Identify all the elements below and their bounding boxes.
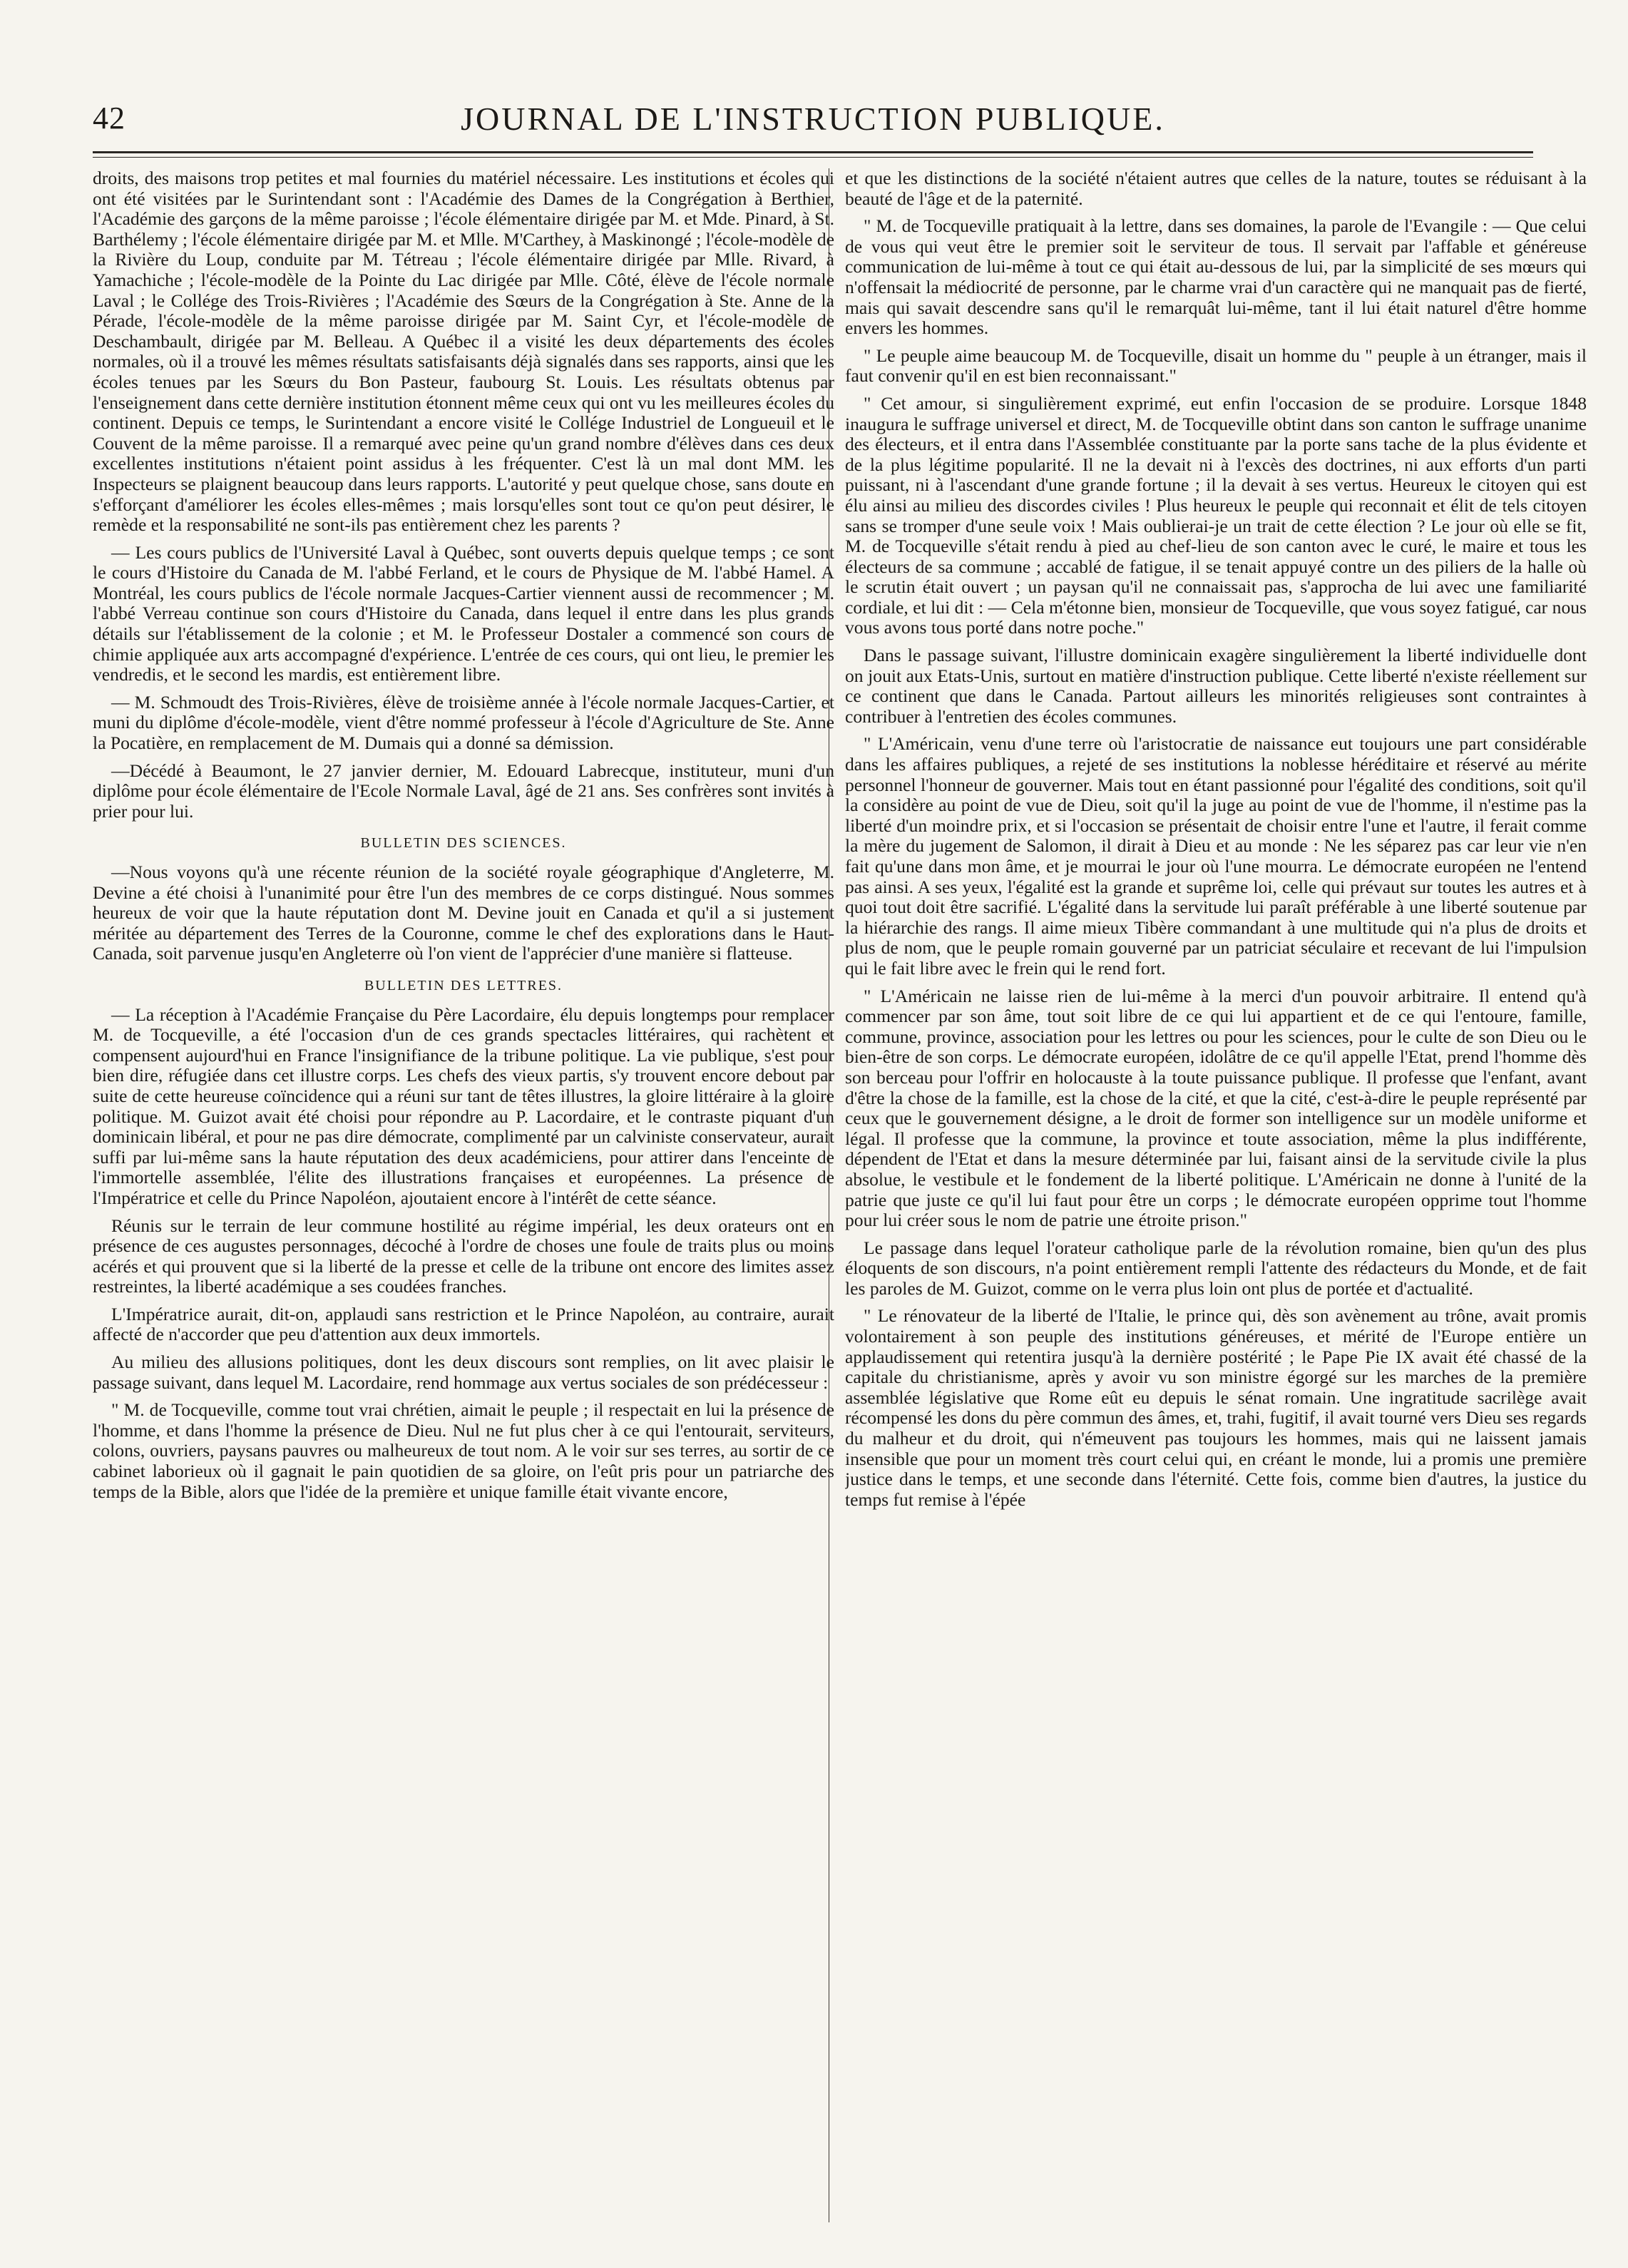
page-header [93,100,1533,150]
running-title: JOURNAL DE L'INSTRUCTION PUBLIQUE. [461,101,1165,137]
section-heading-sciences: BULLETIN DES SCIENCES. [360,835,567,852]
paragraph: droits, des maisons trop petites et mal fournies du matériel nécessaire. Les institutions et écoles qui ont été visitées par le Surintendant sont : l'Académie des Dames de la Congrégation à Berthier, l'Académie des garçons de la même paroisse ; l'école élémentaire dirigée par M. et Mde. Pinard, à St. Barthélemy ; l'école élémentaire dirigée par M. et Mlle. M'Carthey, à Maskinongé ; l'école-modèle de la Rivière du Loup, conduite par M. Tétreau ; l'école élémentaire dirigée par Mlle. Rivard, à Yamachiche ; l'école-modèle de la Pointe du Lac dirigée par Mlle. Côté, élève de l'école normale Laval ; le Collége des Trois-Rivières ; l'Académie des Sœurs de la Congrégation à Ste. Anne de la Pérade, l'école-modèle de la même paroisse dirigée par M. Saint Cyr, et l'école-modèle de Deschambault, dirigée par M. Belleau. A Québec il a visité les deux départements des écoles normales, où il a trouvé les mêmes résultats satisfaisants déjà signalés dans ses rapports, ainsi que les écoles tenues par les Sœurs du Bon Pasteur, faubourg St. Louis. Les résultats obtenus par l'enseignement dans cette dernière institution étonnent même ceux qui ont vu les meilleures écoles du continent. Depuis ce temps, le Surintendant a encore visité le Collége Industriel de Longueuil et le Couvent de la même paroisse. Il a remarqué avec peine qu'un grand nombre d'élèves dans ces deux excellentes institutions n'étaient point assidus à les fréquenter. C'est là un mal dont MM. les Inspecteurs se plaignent beaucoup dans leurs rapports. L'autorité y peut quelque chose, sans doute en s'efforçant d'améliorer les écoles elles-mêmes ; mais lorsqu'elles sont tout ce qu'on peut désirer, le remède et la responsabilité ne sont-ils pas entièrement chez les parents ? [93,168,834,536]
paragraph: — La réception à l'Académie Française du Père Lacordaire, élu depuis longtemps pour remplacer M. de Tocqueville, a été l'occasion d'un de ces grands spectacles littéraires, qui rachètent et compensent aujourd'hui en France l'insignifiance de la tribune politique. La vie publique, s'est pour bien dire, réfugiée dans cet illustre corps. Les chefs des vieux partis, s'y trouvent encore debout par suite de cette heureuse coïncidence qui a réuni sur tant de têtes illustres, la gloire littéraire à la gloire politique. M. Guizot avait été choisi pour répondre au P. Lacordaire, et le contraste piquant d'un dominicain libéral, et pour ne pas dire démocrate, complimenté par un calviniste conservateur, aurait suffi par lui-même sans la haute réputation des deux académiciens, pour attirer dans l'enceinte de l'immortelle assemblée, l'élite des illustrations françaises et européennes. La présence de l'Impératrice et celle du Prince Napoléon, ajoutaient encore à l'intérêt de cette séance. [93,1003,834,1208]
section-heading-lettres: BULLETIN DES LETTRES. [364,977,563,993]
right-column [845,168,1587,2222]
quotation: " M. de Tocqueville, comme tout vrai chrétien, aimait le peuple ; il respectait en lui la présence de l'homme, et dans l'homme la présence de Dieu. Nul ne fut plus cher à ce qui l'entourait, serviteurs, colons, ouvriers, paysans pauvres ou malheureux de tout nom. A le voir sur ses terres, au sortir de ce cabinet laborieux où il gagnait le pain quotidien de sa gloire, on l'eût pris pour un patriarche des temps de la Bible, alors que l'idée de la première et unique famille était vivante encore, [93,1399,834,1502]
paragraph: Réunis sur le terrain de leur commune hostilité au régime impérial, les deux orateurs ont en présence de ces augustes personnages, décoché à l'ordre de choses une foule de traits plus ou moins acérés et qui prouvent que si la liberté de la presse et celle de la tribune ont encore des limites assez restreintes, la liberté académique a ses coudées franches. [93,1215,834,1297]
quotation: " Le peuple aime beaucoup M. de Tocqueville, disait un homme du " peuple à un étranger, mais il faut convenir qu'il en est bien reconnaissant." [845,344,1587,387]
header-rule [93,151,1533,153]
header-rule-thin [93,157,1533,158]
paragraph: — Les cours publics de l'Université Laval à Québec, sont ouverts depuis quelque temps ; ce sont le cours d'Histoire du Canada de M. l'abbé Ferland, et le cours de Physique de M. l'abbé Hamel. A Montréal, les cours publics de l'école normale Jacques-Cartier viennent aussi de recommencer ; M. l'abbé Verreau continue son cours d'Histoire du Canada, dans lequel il entre dans les plus grands détails sur l'établissement de la colonie ; et M. le Professeur Dostaler a commencé son cours de chimie appliquée aux arts accompagné d'expérience. L'entrée de ces cours, qui ont lieu, le premier les vendredis, et le second les mardis, est entièrement libre. [93,541,834,685]
paragraph: — M. Schmoudt des Trois-Rivières, élève de troisième année à l'école normale Jacques-Cartier, et muni du diplôme d'école-modèle, vient d'être nommé professeur à l'école d'Agriculture de Ste. Anne la Pocatière, en remplacement de M. Dumais qui a donné sa démission. [93,691,834,754]
quotation: " M. de Tocqueville pratiquait à la lettre, dans ses domaines, la parole de l'Evangile : — Que celui de vous qui veut être le premier soit le serviteur de tous. Il servait par l'affable et généreuse communication de lui-même à tout ce qui était au-dessous de lui, par la simplicité de ses mœurs qui n'offensait la médiocrité de personne, par le charme vrai d'un caractère qui ne manquait pas de fierté, mais qui savait descendre sans qu'il le remarquât lui-même, tant il lui était naturel d'être homme envers les hommes. [845,215,1587,339]
left-column [93,168,834,2222]
paragraph: et que les distinctions de la société n'étaient autres que celles de la nature, toutes se réduisant à la beauté de l'âge et de la paternité. [845,168,1587,209]
paragraph: Au milieu des allusions politiques, dont les deux discours sont remplies, on lit avec plaisir le passage suivant, dans lequel M. Lacordaire, rend hommage aux vertus sociales de son prédécesseur : [93,1352,834,1393]
paragraph: L'Impératrice aurait, dit-on, applaudi sans restriction et le Prince Napoléon, au contraire, aurait affecté de n'accorder que peu d'attention aux deux immortels. [93,1303,834,1345]
quotation: " L'Américain ne laisse rien de lui-même à la merci d'un pouvoir arbitraire. Il entend qu'à commencer par son âme, tout soit libre de ce qui lui appartient et de ce qui l'entoure, famille, commune, province, association pour les lettres ou pour les sciences, pour le culte de son Dieu ou le bien-être de son corps. Le démocrate européen, idolâtre de ce qu'il appelle l'Etat, prend l'homme dès son berceau pour l'offrir en holocauste à la toute puissance publique. Il professe que l'enfant, avant d'être la chose de la famille, est la chose de la cité, et que la cité, c'est-à-dire le peuple représenté par ceux que le gouvernement désigne, a le droit de former son intelligence sur un modèle uniforme et légal. Il professe que la commune, la province et toute association, même la plus indifférente, dépendent de l'Etat et dans la mesure déterminée par lui, faisant ainsi de la servitude civile la plus absolue, le vestibule et le fondement de la liberté politique. L'Américain ne donne à l'unité de la patrie que juste ce qu'il lui faut pour être un corps ; le démocrate européen opprime tout l'homme pour lui créer sous le nom de patrie une étroite prison." [845,985,1587,1231]
paragraph: Dans le passage suivant, l'illustre dominicain exagère singulièrement la liberté individuelle dont on jouit aux Etats-Unis, surtout en matière d'instruction publique. Cette liberté n'existe réellement sur ce continent que dans le Canada. Partout ailleurs les minorités religieuses sont contraintes à contribuer à l'entretien des écoles communes. [845,645,1587,727]
paragraph: —Décédé à Beaumont, le 27 janvier dernier, M. Edouard Labrecque, instituteur, muni d'un diplôme pour école élémentaire de l'Ecole Normale Laval, âgé de 21 ans. Ses confrères sont invités à prier pour lui. [93,760,834,822]
quotation: " Le rénovateur de la liberté de l'Italie, le prince qui, dès son avènement au trône, avait promis volontairement à son peuple des institutions généreuses, et mérité de l'Europe entière un applaudissement qui retentira jusqu'à la dernière postérité ; le Pape Pie IX avait été chassé de la capitale du christianisme, après y avoir vu son ministre égorgé sur les marches de la première assemblée législative que Rome eût eu depuis le sénat romain. Une ingratitude sacrilège avait récompensé les dons du père commun des âmes, et, trahi, fugitif, il avait tourné vers Dieu ses regards du malheur et du droit, qui n'émeuvent pas toujours les hommes, mais qui ne laissent jamais insensible que pour un moment très court celui qui, en créant le monde, lui a promis une première justice dans le temps, et une seconde dans l'éternité. Cette fois, comme bien d'autres, la justice du temps fut remise à l'épée [845,1305,1587,1510]
quotation: " Cet amour, si singulièrement exprimé, eut enfin l'occasion de se produire. Lorsque 1848 inaugura le suffrage universel et direct, M. de Tocqueville obtint dans son canton le suffrage unanime des électeurs, et il entra dans l'Assemblée constituante par la porte sans tache de la plus évidente et de la plus légitime popularité. Il ne la devait ni à l'excès des doctrines, ni aux efforts d'un parti puissant, ni à l'ascendant d'une grande fortune ; il la devait à ses vertus. Heureux le citoyen qui est élu ainsi au milieu des discordes civiles ! Plus heureux le peuple qui reconnait et élit de tels citoyen sans se tromper d'une seule voix ! Mais oublierai-je un trait de cette élection ? Le jour où elle se fit, M. de Tocqueville s'était rendu à pied au chef-lieu de son canton avec le curé, le maire et tous les électeurs de sa commune ; accablé de fatigue, il se tenait appuyé contre un des piliers de la halle où le scrutin était ouvert ; un paysan qu'il ne connaissait pas, s'approcha de lui avec une familiarité cordiale, et lui dit : — Cela m'étonne bien, monsieur de Tocqueville, que vous soyez fatigué, car nous vous avons tous porté dans notre poche." [845,392,1587,638]
paragraph: —Nous voyons qu'à une récente réunion de la société royale géographique d'Angleterre, M. Devine a été choisi à l'unanimité pour être l'un des membres de ce corps distingué. Nous sommes heureux de voir que la haute réputation dont M. Devine jouit en Canada et qu'il a si justement méritée au département des Terres de la Couronne, comme le chef des explorations dans le Haut-Canada, soit parvenue jusqu'en Angleterre où l'on vient de l'apprécier d'une manière si flatteuse. [93,862,834,964]
paragraph: Le passage dans lequel l'orateur catholique parle de la révolution romaine, bien qu'un des plus éloquents de son discours, n'a point entièrement rempli l'attente des rédacteurs du Monde, et de fait les paroles de M. Guizot, comme on le verra plus loin ont plus de portée et d'actualité. [845,1237,1587,1299]
quotation: " L'Américain, venu d'une terre où l'aristocratie de naissance eut toujours une part considérable dans les affaires publiques, a rejeté de ses institutions la noblesse héréditaire et réservé au mérite personnel l'honneur de gouverner. Mais tout en étant passionné pour l'égalité des conditions, soit qu'il la considère au point de vue de Dieu, soit qu'il la juge au point de vue de l'homme, il n'estime pas la liberté d'un moindre prix, et si l'occasion se présentait de choisir entre l'une et l'autre, il ferait comme la mère du jugement de Salomon, il dirait à Dieu et au monde : Ne les séparez pas car leur vie n'en fait qu'une dans mon âme, et je mourrai le jour où l'une mourra. Le démocrate européen ne l'entend pas ainsi. A ses yeux, l'égalité est la grande et suprême loi, celle qui prévaut sur toutes les autres et à quoi tout doit être sacrifié. L'égalité dans la servitude lui paraît préférable à une liberté soutenue par la hiérarchie des rangs. Il aime mieux Tibère commandant à une multitude qui n'a plus de droits et plus de nom, que le peuple romain gouverné par un patriciat séculaire et recevant de lui l'impulsion qui le fait libre avec le frein qui le rend fort. [845,733,1587,979]
page-number: 42 [93,101,126,136]
